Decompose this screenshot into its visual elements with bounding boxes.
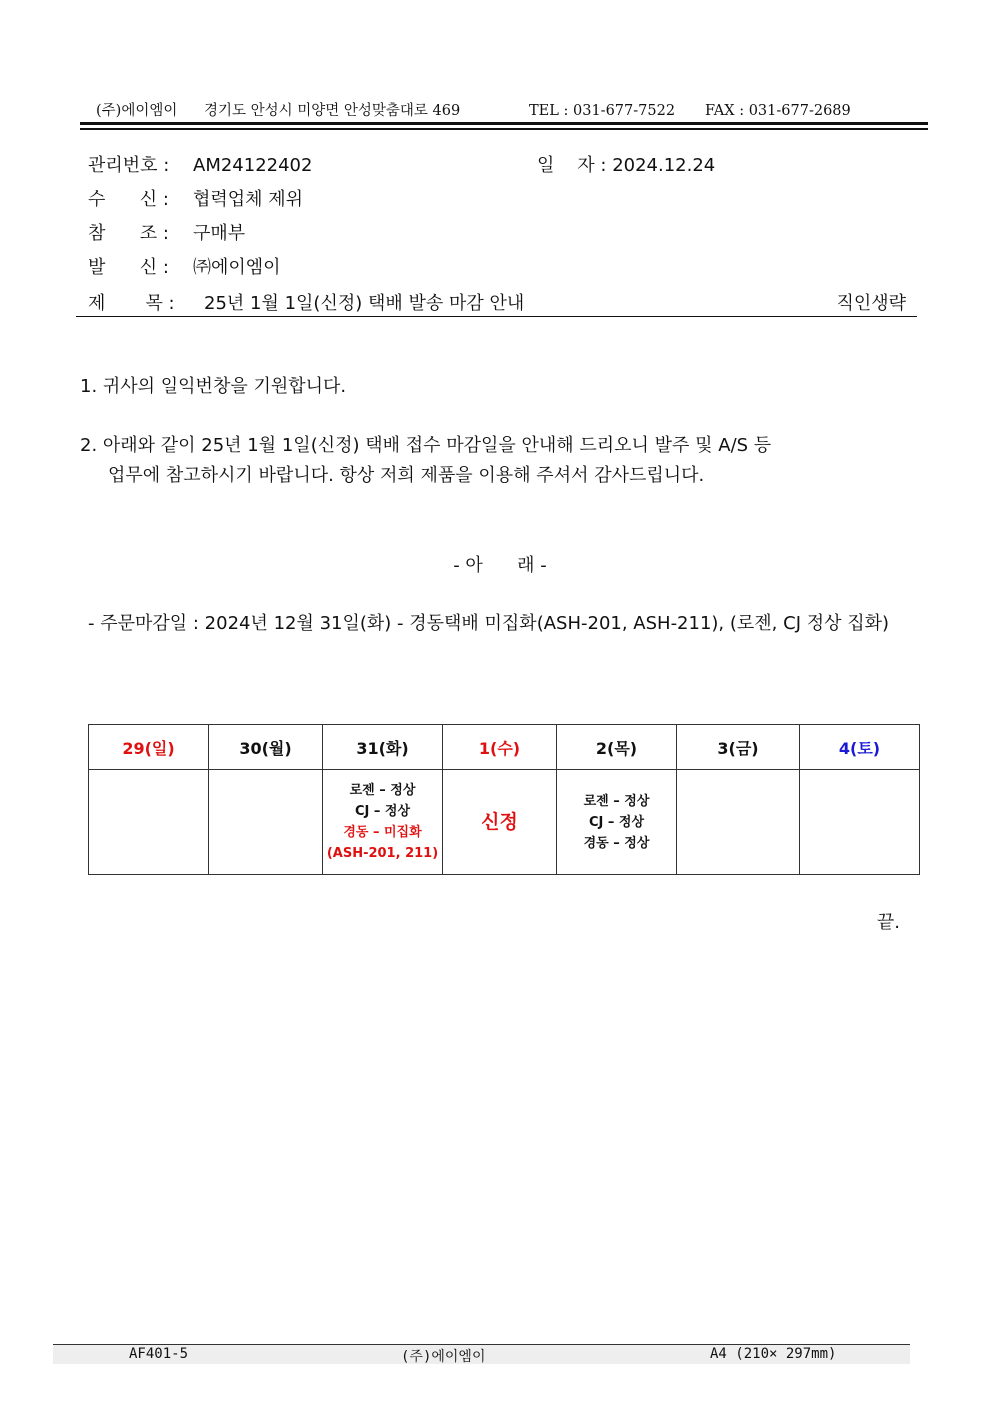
management-number-value: AM24122402: [193, 155, 313, 176]
footer-form-code: AF401-5: [129, 1346, 189, 1362]
recipient-value: 협력업체 제위: [193, 189, 304, 210]
recipient-row: [88, 185, 303, 211]
sender-label: 발 신 :: [88, 257, 169, 278]
management-number-label: 관리번호 :: [88, 155, 170, 176]
reference-row: [88, 219, 245, 245]
footer-company: (주)에이엠이: [401, 1349, 486, 1365]
calendar-header-row: [89, 725, 920, 770]
day-header-sat-4: 4(토): [800, 725, 920, 770]
delivery-calendar-table: [88, 724, 920, 875]
date-row: [537, 151, 715, 177]
subject-value: 25년 1월 1일(신정) 택배 발송 마감 안내: [204, 293, 525, 314]
date-value: 2024.12.24: [612, 155, 716, 176]
paragraph-2-line-1: 2. 아래와 같이 25년 1월 1일(신정) 택배 접수 마감일을 안내해 드리오니 발주 및 A/S 등: [80, 435, 772, 456]
section-title: - 아 래 -: [453, 555, 547, 576]
letterhead-tel: TEL : 031-677-7522: [529, 103, 676, 119]
calendar-status-row: [89, 770, 920, 875]
subject-row: [88, 289, 524, 315]
status-cj: CJ – 정상: [354, 804, 411, 819]
subject-label: 제 목 :: [88, 293, 175, 314]
reference-label: 참 조 :: [88, 223, 169, 244]
status-cell-thu-2: [557, 770, 677, 875]
seal-omitted-note: 직인생략: [836, 293, 906, 314]
subject-underline: [76, 316, 917, 317]
status-cj: CJ – 정상: [588, 814, 645, 830]
footer-paper-size: A4 (210× 297mm): [710, 1346, 837, 1362]
sender-row: [88, 253, 281, 279]
status-kyungdong-detail: (ASH-201, 211): [326, 846, 439, 861]
letterhead: [96, 99, 916, 120]
letterhead-divider-thin: [80, 128, 928, 130]
paragraph-2-line-2: 업무에 참고하시기 바랍니다. 항상 저희 제품을 이용해 주셔서 감사드립니다.: [108, 465, 705, 486]
order-deadline: - 주문마감일 : 2024년 12월 31일(화) - 경동택배 미집화(ASH-201, ASH-211), (로젠, CJ 정상 집화): [88, 613, 890, 634]
day-header-wed-1: 1(수): [443, 725, 557, 770]
status-logen: 로젠 – 정상: [583, 793, 650, 809]
status-cell-sun-29: [89, 770, 209, 875]
status-cell-fri-3: [677, 770, 800, 875]
footer: [53, 1345, 910, 1364]
date-label: 일 자 :: [537, 155, 607, 176]
day-header-thu-2: 2(목): [557, 725, 677, 770]
paragraph-1: 1. 귀사의 일익번창을 기원합니다.: [80, 376, 347, 397]
status-logen: 로젠 – 정상: [349, 783, 416, 798]
sender-value: ㈜에이엠이: [193, 257, 281, 278]
reference-value: 구매부: [193, 223, 246, 244]
status-cell-sat-4: [800, 770, 920, 875]
status-cell-mon-30: [209, 770, 323, 875]
day-header-fri-3: 3(금): [677, 725, 800, 770]
day-header-tue-31: 31(화): [323, 725, 443, 770]
end-mark: 끝.: [876, 912, 900, 933]
letterhead-address: 경기도 안성시 미양면 안성맞춤대로 469: [204, 103, 461, 119]
day-header-sun-29: 29(일): [89, 725, 209, 770]
status-kyungdong: 경동 – 미집화: [343, 825, 422, 840]
management-number-row: [88, 151, 312, 177]
letterhead-fax: FAX : 031-677-2689: [705, 103, 851, 119]
letterhead-divider-thick: [80, 122, 928, 125]
status-cell-tue-31: [323, 770, 443, 875]
day-header-mon-30: 30(월): [209, 725, 323, 770]
status-kyungdong: 경동 – 정상: [583, 835, 650, 851]
status-cell-wed-1-holiday: 신정: [443, 770, 557, 875]
recipient-label: 수 신 :: [88, 189, 169, 210]
letterhead-company: (주)에이엠이: [96, 103, 178, 119]
